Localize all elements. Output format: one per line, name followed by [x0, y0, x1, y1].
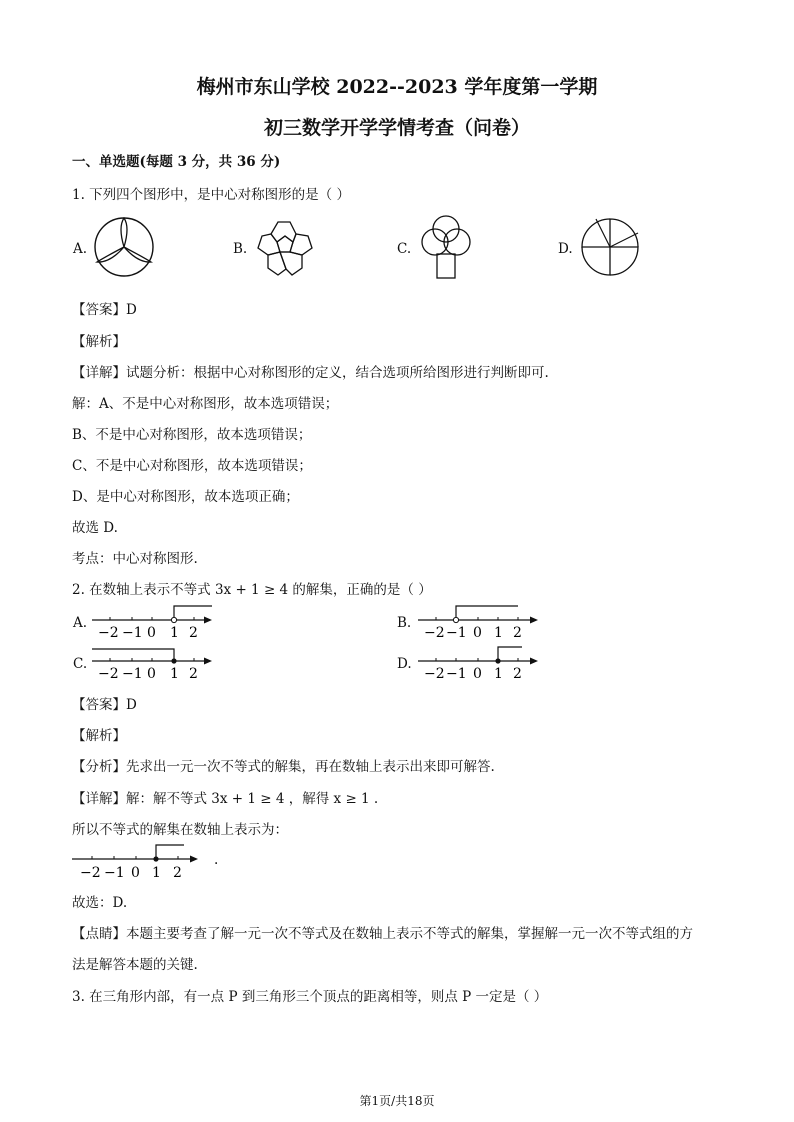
tick-label: 2 — [189, 625, 198, 640]
q1-detail: 【详解】试题分析：根据中心对称图形的定义，结合选项所给图形进行判断即可. — [72, 365, 549, 381]
section-heading: 一、单选题(每题 3 分，共 36 分) — [72, 154, 281, 170]
q1-option-b-label: B. — [233, 241, 248, 257]
q2-fenxi: 【分析】先求出一元一次不等式的解集，再在数轴上表示出来即可解答. — [72, 759, 495, 775]
tick-label: −2 — [98, 625, 119, 640]
q2-solution-number-line — [70, 838, 210, 880]
q2-option-a-label: A. — [73, 615, 88, 631]
tick-label: −2 — [98, 666, 119, 681]
tick-label: 1 — [170, 625, 179, 640]
q2-analysis-label: 【解析】 — [72, 728, 126, 744]
tick-label: −1 — [122, 666, 143, 681]
q2-represent: 所以不等式的解集在数轴上表示为： — [72, 822, 288, 838]
tick-label: 0 — [147, 625, 156, 640]
tick-label: −1 — [104, 865, 125, 880]
tick-label: 1 — [170, 666, 179, 681]
q2-option-d-label: D. — [397, 656, 412, 672]
q2-option-b-label: B. — [397, 615, 412, 631]
q2-option-a-number-line — [88, 600, 218, 640]
q1-option-c-label: C. — [397, 241, 412, 257]
tick-label: 0 — [131, 865, 140, 880]
q1-option-b-figure — [252, 214, 318, 280]
tick-label: 2 — [513, 625, 522, 640]
tick-label: 1 — [494, 625, 503, 640]
q1-analysis-label: 【解析】 — [72, 334, 126, 350]
q2-option-b-number-line — [414, 600, 544, 640]
q2-period: . — [214, 852, 219, 868]
tick-label: 1 — [152, 865, 161, 880]
tick-label: 2 — [189, 666, 198, 681]
q1-line: 解：A、不是中心对称图形，故本选项错误； — [72, 396, 339, 412]
document-subtitle: 初三数学开学学情考查（问卷） — [263, 117, 530, 139]
q2-detail: 【详解】解：解不等式 3x + 1 ≥ 4 ，解得 x ≥ 1 . — [72, 791, 379, 807]
document-title: 梅州市东山学校 2022--2023 学年度第一学期 — [196, 76, 598, 98]
q1-line: D、是中心对称图形，故本选项正确； — [72, 489, 299, 505]
q2-option-d-number-line — [414, 641, 544, 681]
tick-label: −1 — [122, 625, 143, 640]
q1-answer: 【答案】D — [72, 302, 137, 318]
q1-option-d-label: D. — [558, 241, 573, 257]
q2-answer: 【答案】D — [72, 697, 137, 713]
q2-dianjing: 【点睛】本题主要考查了解一元一次不等式及在数轴上表示不等式的解集，掌握解一元一次不等式组的方 — [72, 926, 693, 942]
tick-label: −2 — [424, 625, 445, 640]
tick-label: −1 — [446, 625, 467, 640]
q1-line: B、不是中心对称图形，故本选项错误； — [72, 427, 312, 443]
q1-option-c-figure — [414, 212, 478, 282]
q2-dianjing-cont: 法是解答本题的关键. — [72, 957, 198, 973]
q1-option-a-figure — [92, 215, 156, 279]
question-2-stem: 2. 在数轴上表示不等式 3x + 1 ≥ 4 的解集，正确的是（ ） — [72, 582, 432, 598]
tick-label: −2 — [424, 666, 445, 681]
q1-option-d-figure — [578, 215, 642, 279]
q1-line: C、不是中心对称图形，故本选项错误； — [72, 458, 312, 474]
tick-label: 2 — [513, 666, 522, 681]
tick-label: 0 — [147, 666, 156, 681]
q1-option-a-label: A. — [73, 241, 88, 257]
q2-option-c-number-line — [88, 641, 218, 681]
tick-label: −1 — [446, 666, 467, 681]
q2-option-c-label: C. — [73, 656, 88, 672]
q1-line: 考点：中心对称图形. — [72, 551, 198, 567]
tick-label: 0 — [473, 666, 482, 681]
question-3-stem: 3. 在三角形内部，有一点 P 到三角形三个顶点的距离相等，则点 P 一定是（ ） — [72, 989, 548, 1005]
q2-choose: 故选：D. — [72, 895, 128, 911]
tick-label: −2 — [80, 865, 101, 880]
tick-label: 0 — [473, 625, 482, 640]
tick-label: 2 — [173, 865, 182, 880]
question-1-stem: 1. 下列四个图形中，是中心对称图形的是（ ） — [72, 187, 350, 203]
q1-line: 故选 D. — [72, 520, 118, 536]
tick-label: 1 — [494, 666, 503, 681]
page-number: 第1页/共18页 — [359, 1094, 435, 1108]
